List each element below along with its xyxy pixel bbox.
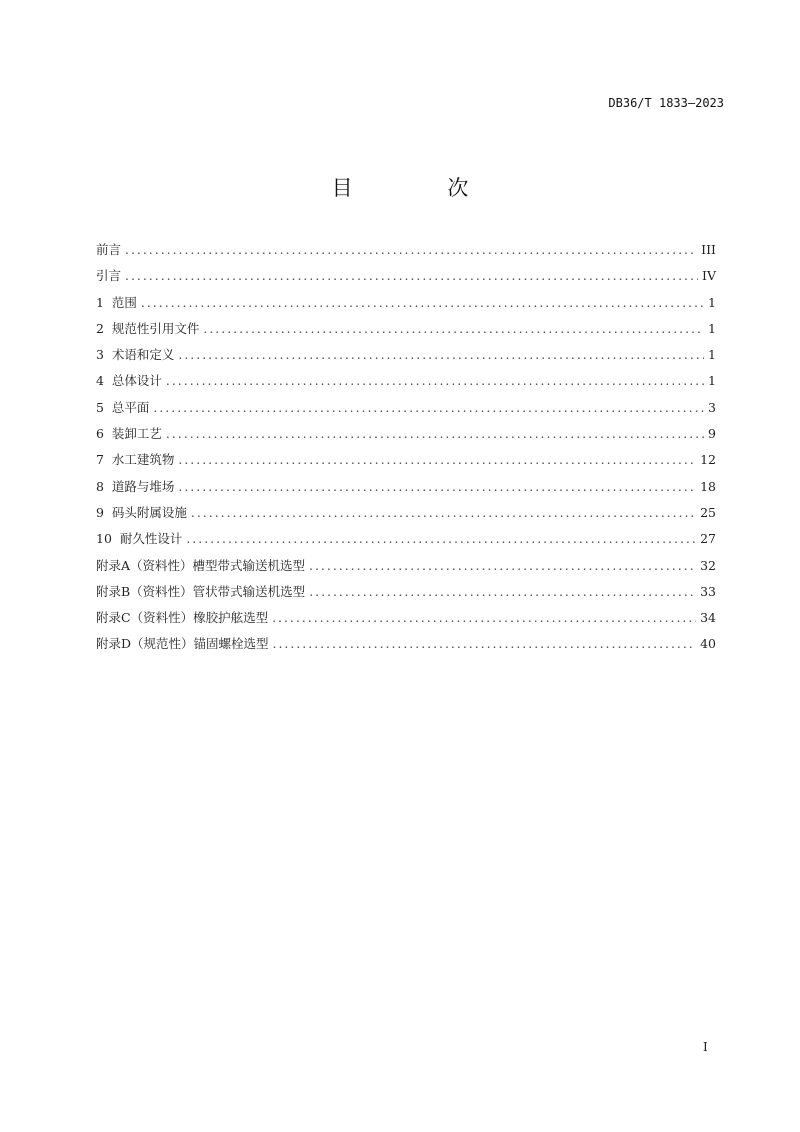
toc-entry-page: III [701,242,716,257]
toc-entry-label: 前言 [96,242,122,257]
toc-leader-dots [153,400,704,415]
toc-entry-label: 6 装卸工艺 [96,426,162,442]
toc-entry-label: 10 耐久性设计 [96,531,183,547]
toc-leader-dots [203,321,704,336]
toc-entry-page: 1 [708,373,716,389]
toc-entry-label: 1 范围 [96,294,137,310]
toc-leader-dots [166,373,704,388]
table-of-contents [96,240,716,661]
toc-entry-hydraulic-structures[interactable] [96,450,716,476]
toc-leader-dots [309,558,696,573]
toc-entry-label: 附录B（资料性）管状带式输送机选型 [96,583,306,599]
toc-entry-page: 18 [700,478,716,494]
toc-entry-page: 1 [708,320,716,336]
toc-entry-introduction[interactable] [96,266,716,292]
toc-entry-label: 4 总体设计 [96,373,162,389]
toc-entry-label: 8 道路与堆场 [96,478,175,494]
toc-entry-roads-and-yards[interactable] [96,477,716,503]
toc-leader-dots [273,636,697,651]
toc-entry-appendix-c[interactable] [96,608,716,634]
toc-entry-page: 34 [700,610,716,626]
toc-entry-terms[interactable] [96,345,716,371]
toc-entry-label: 2 规范性引用文件 [96,320,200,336]
toc-entry-label: 9 码头附属设施 [96,504,187,520]
toc-leader-dots [125,268,698,283]
toc-entry-preface[interactable] [96,240,716,266]
toc-entry-page: 1 [708,347,716,363]
toc-leader-dots [141,295,704,310]
toc-leader-dots [166,426,704,441]
toc-entry-page: 32 [700,557,716,573]
toc-entry-page: 27 [700,531,716,547]
toc-entry-label: 引言 [96,268,122,284]
toc-entry-appendix-a[interactable] [96,556,716,582]
toc-entry-wharf-facilities[interactable] [96,503,716,529]
toc-entry-label: 7 水工建筑物 [96,452,175,468]
toc-leader-dots [186,531,696,546]
page-title: 目 次 [331,176,513,200]
toc-entry-page: IV [702,268,716,284]
toc-leader-dots [178,347,704,362]
toc-entry-normative-references[interactable] [96,319,716,345]
toc-leader-dots [178,479,696,494]
toc-entry-label: 3 术语和定义 [96,347,175,363]
toc-entry-general-design[interactable] [96,371,716,397]
toc-entry-scope[interactable] [96,293,716,319]
toc-entry-durability-design[interactable] [96,529,716,555]
toc-leader-dots [272,610,696,625]
toc-entry-page: 3 [708,399,716,415]
toc-entry-handling-technology[interactable] [96,424,716,450]
toc-entry-label: 附录C（资料性）橡胶护舷选型 [96,610,269,626]
toc-entry-appendix-d[interactable] [96,634,716,660]
toc-entry-page: 9 [708,426,716,442]
toc-entry-page: 1 [708,294,716,310]
toc-entry-appendix-b[interactable] [96,582,716,608]
toc-entry-page: 40 [700,636,716,652]
toc-entry-label: 附录A（资料性）槽型带式输送机选型 [96,557,306,573]
toc-entry-label: 附录D（规范性）锚固螺栓选型 [96,636,269,652]
toc-entry-page: 33 [700,583,716,599]
toc-leader-dots [178,452,696,467]
toc-leader-dots [191,505,696,520]
document-code: DB36/T 1833—2023 [608,96,724,110]
toc-entry-label: 5 总平面 [96,399,150,415]
toc-leader-dots [309,584,696,599]
toc-leader-dots [125,242,697,257]
toc-entry-page: 25 [700,504,716,520]
toc-entry-page: 12 [700,452,716,468]
page-number: I [703,1040,708,1054]
toc-entry-general-layout[interactable] [96,398,716,424]
